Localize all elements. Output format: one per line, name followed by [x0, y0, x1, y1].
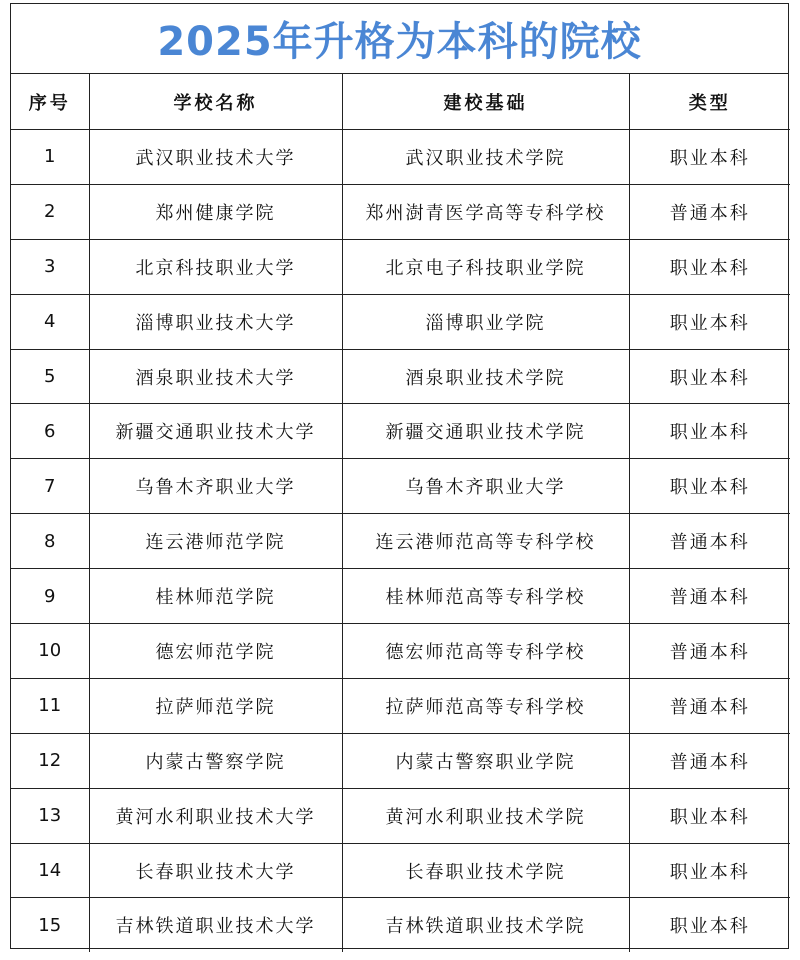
- cell-school-name: 黄河水利职业技术大学: [89, 788, 342, 843]
- schools-table: [11, 74, 790, 952]
- column-header-type: 类型: [629, 74, 790, 130]
- cell-school-name: 德宏师范学院: [89, 624, 342, 679]
- page-title: 2025年升格为本科的院校: [11, 4, 788, 74]
- cell-founding-base: 北京电子科技职业学院: [342, 239, 629, 294]
- cell-type: 职业本科: [629, 404, 790, 459]
- cell-type: 职业本科: [629, 898, 790, 952]
- cell-index: 7: [11, 459, 89, 514]
- cell-index: 5: [11, 349, 89, 404]
- cell-index: 4: [11, 294, 89, 349]
- table-header-row: [11, 74, 790, 130]
- cell-index: 2: [11, 184, 89, 239]
- cell-school-name: 淄博职业技术大学: [89, 294, 342, 349]
- cell-type: 职业本科: [629, 349, 790, 404]
- table-row: [11, 788, 790, 843]
- cell-school-name: 新疆交通职业技术大学: [89, 404, 342, 459]
- cell-type: 普通本科: [629, 514, 790, 569]
- document-sheet: [10, 3, 789, 949]
- cell-founding-base: 淄博职业学院: [342, 294, 629, 349]
- cell-type: 职业本科: [629, 294, 790, 349]
- cell-type: 普通本科: [629, 733, 790, 788]
- cell-founding-base: 吉林铁道职业技术学院: [342, 898, 629, 952]
- table-row: [11, 843, 790, 898]
- cell-school-name: 郑州健康学院: [89, 184, 342, 239]
- table-row: [11, 404, 790, 459]
- cell-founding-base: 郑州澍青医学高等专科学校: [342, 184, 629, 239]
- cell-school-name: 武汉职业技术大学: [89, 130, 342, 185]
- cell-founding-base: 新疆交通职业技术学院: [342, 404, 629, 459]
- column-header-index: 序号: [11, 74, 89, 130]
- cell-index: 15: [11, 898, 89, 952]
- cell-founding-base: 黄河水利职业技术学院: [342, 788, 629, 843]
- table-row: [11, 349, 790, 404]
- cell-type: 普通本科: [629, 624, 790, 679]
- table-row: [11, 733, 790, 788]
- cell-school-name: 酒泉职业技术大学: [89, 349, 342, 404]
- cell-school-name: 北京科技职业大学: [89, 239, 342, 294]
- cell-index: 8: [11, 514, 89, 569]
- cell-type: 普通本科: [629, 184, 790, 239]
- cell-type: 职业本科: [629, 843, 790, 898]
- cell-founding-base: 德宏师范高等专科学校: [342, 624, 629, 679]
- cell-school-name: 内蒙古警察学院: [89, 733, 342, 788]
- cell-type: 职业本科: [629, 788, 790, 843]
- cell-index: 6: [11, 404, 89, 459]
- table-row: [11, 898, 790, 952]
- cell-school-name: 吉林铁道职业技术大学: [89, 898, 342, 952]
- cell-index: 11: [11, 678, 89, 733]
- cell-school-name: 桂林师范学院: [89, 569, 342, 624]
- cell-type: 职业本科: [629, 239, 790, 294]
- cell-founding-base: 内蒙古警察职业学院: [342, 733, 629, 788]
- cell-type: 普通本科: [629, 569, 790, 624]
- cell-index: 9: [11, 569, 89, 624]
- cell-founding-base: 桂林师范高等专科学校: [342, 569, 629, 624]
- cell-founding-base: 武汉职业技术学院: [342, 130, 629, 185]
- cell-school-name: 乌鲁木齐职业大学: [89, 459, 342, 514]
- table-row: [11, 294, 790, 349]
- cell-school-name: 连云港师范学院: [89, 514, 342, 569]
- cell-type: 普通本科: [629, 678, 790, 733]
- table-row: [11, 678, 790, 733]
- cell-index: 14: [11, 843, 89, 898]
- cell-school-name: 长春职业技术大学: [89, 843, 342, 898]
- cell-type: 职业本科: [629, 130, 790, 185]
- table-row: [11, 239, 790, 294]
- cell-school-name: 拉萨师范学院: [89, 678, 342, 733]
- table-row: [11, 459, 790, 514]
- table-row: [11, 624, 790, 679]
- cell-founding-base: 长春职业技术学院: [342, 843, 629, 898]
- cell-index: 12: [11, 733, 89, 788]
- cell-founding-base: 酒泉职业技术学院: [342, 349, 629, 404]
- cell-founding-base: 拉萨师范高等专科学校: [342, 678, 629, 733]
- cell-index: 3: [11, 239, 89, 294]
- table-body: [11, 130, 790, 953]
- cell-index: 10: [11, 624, 89, 679]
- table-row: [11, 514, 790, 569]
- column-header-founding-base: 建校基础: [342, 74, 629, 130]
- cell-founding-base: 乌鲁木齐职业大学: [342, 459, 629, 514]
- cell-index: 1: [11, 130, 89, 185]
- table-row: [11, 184, 790, 239]
- cell-type: 职业本科: [629, 459, 790, 514]
- column-header-school-name: 学校名称: [89, 74, 342, 130]
- table-row: [11, 569, 790, 624]
- cell-index: 13: [11, 788, 89, 843]
- cell-founding-base: 连云港师范高等专科学校: [342, 514, 629, 569]
- table-row: [11, 130, 790, 185]
